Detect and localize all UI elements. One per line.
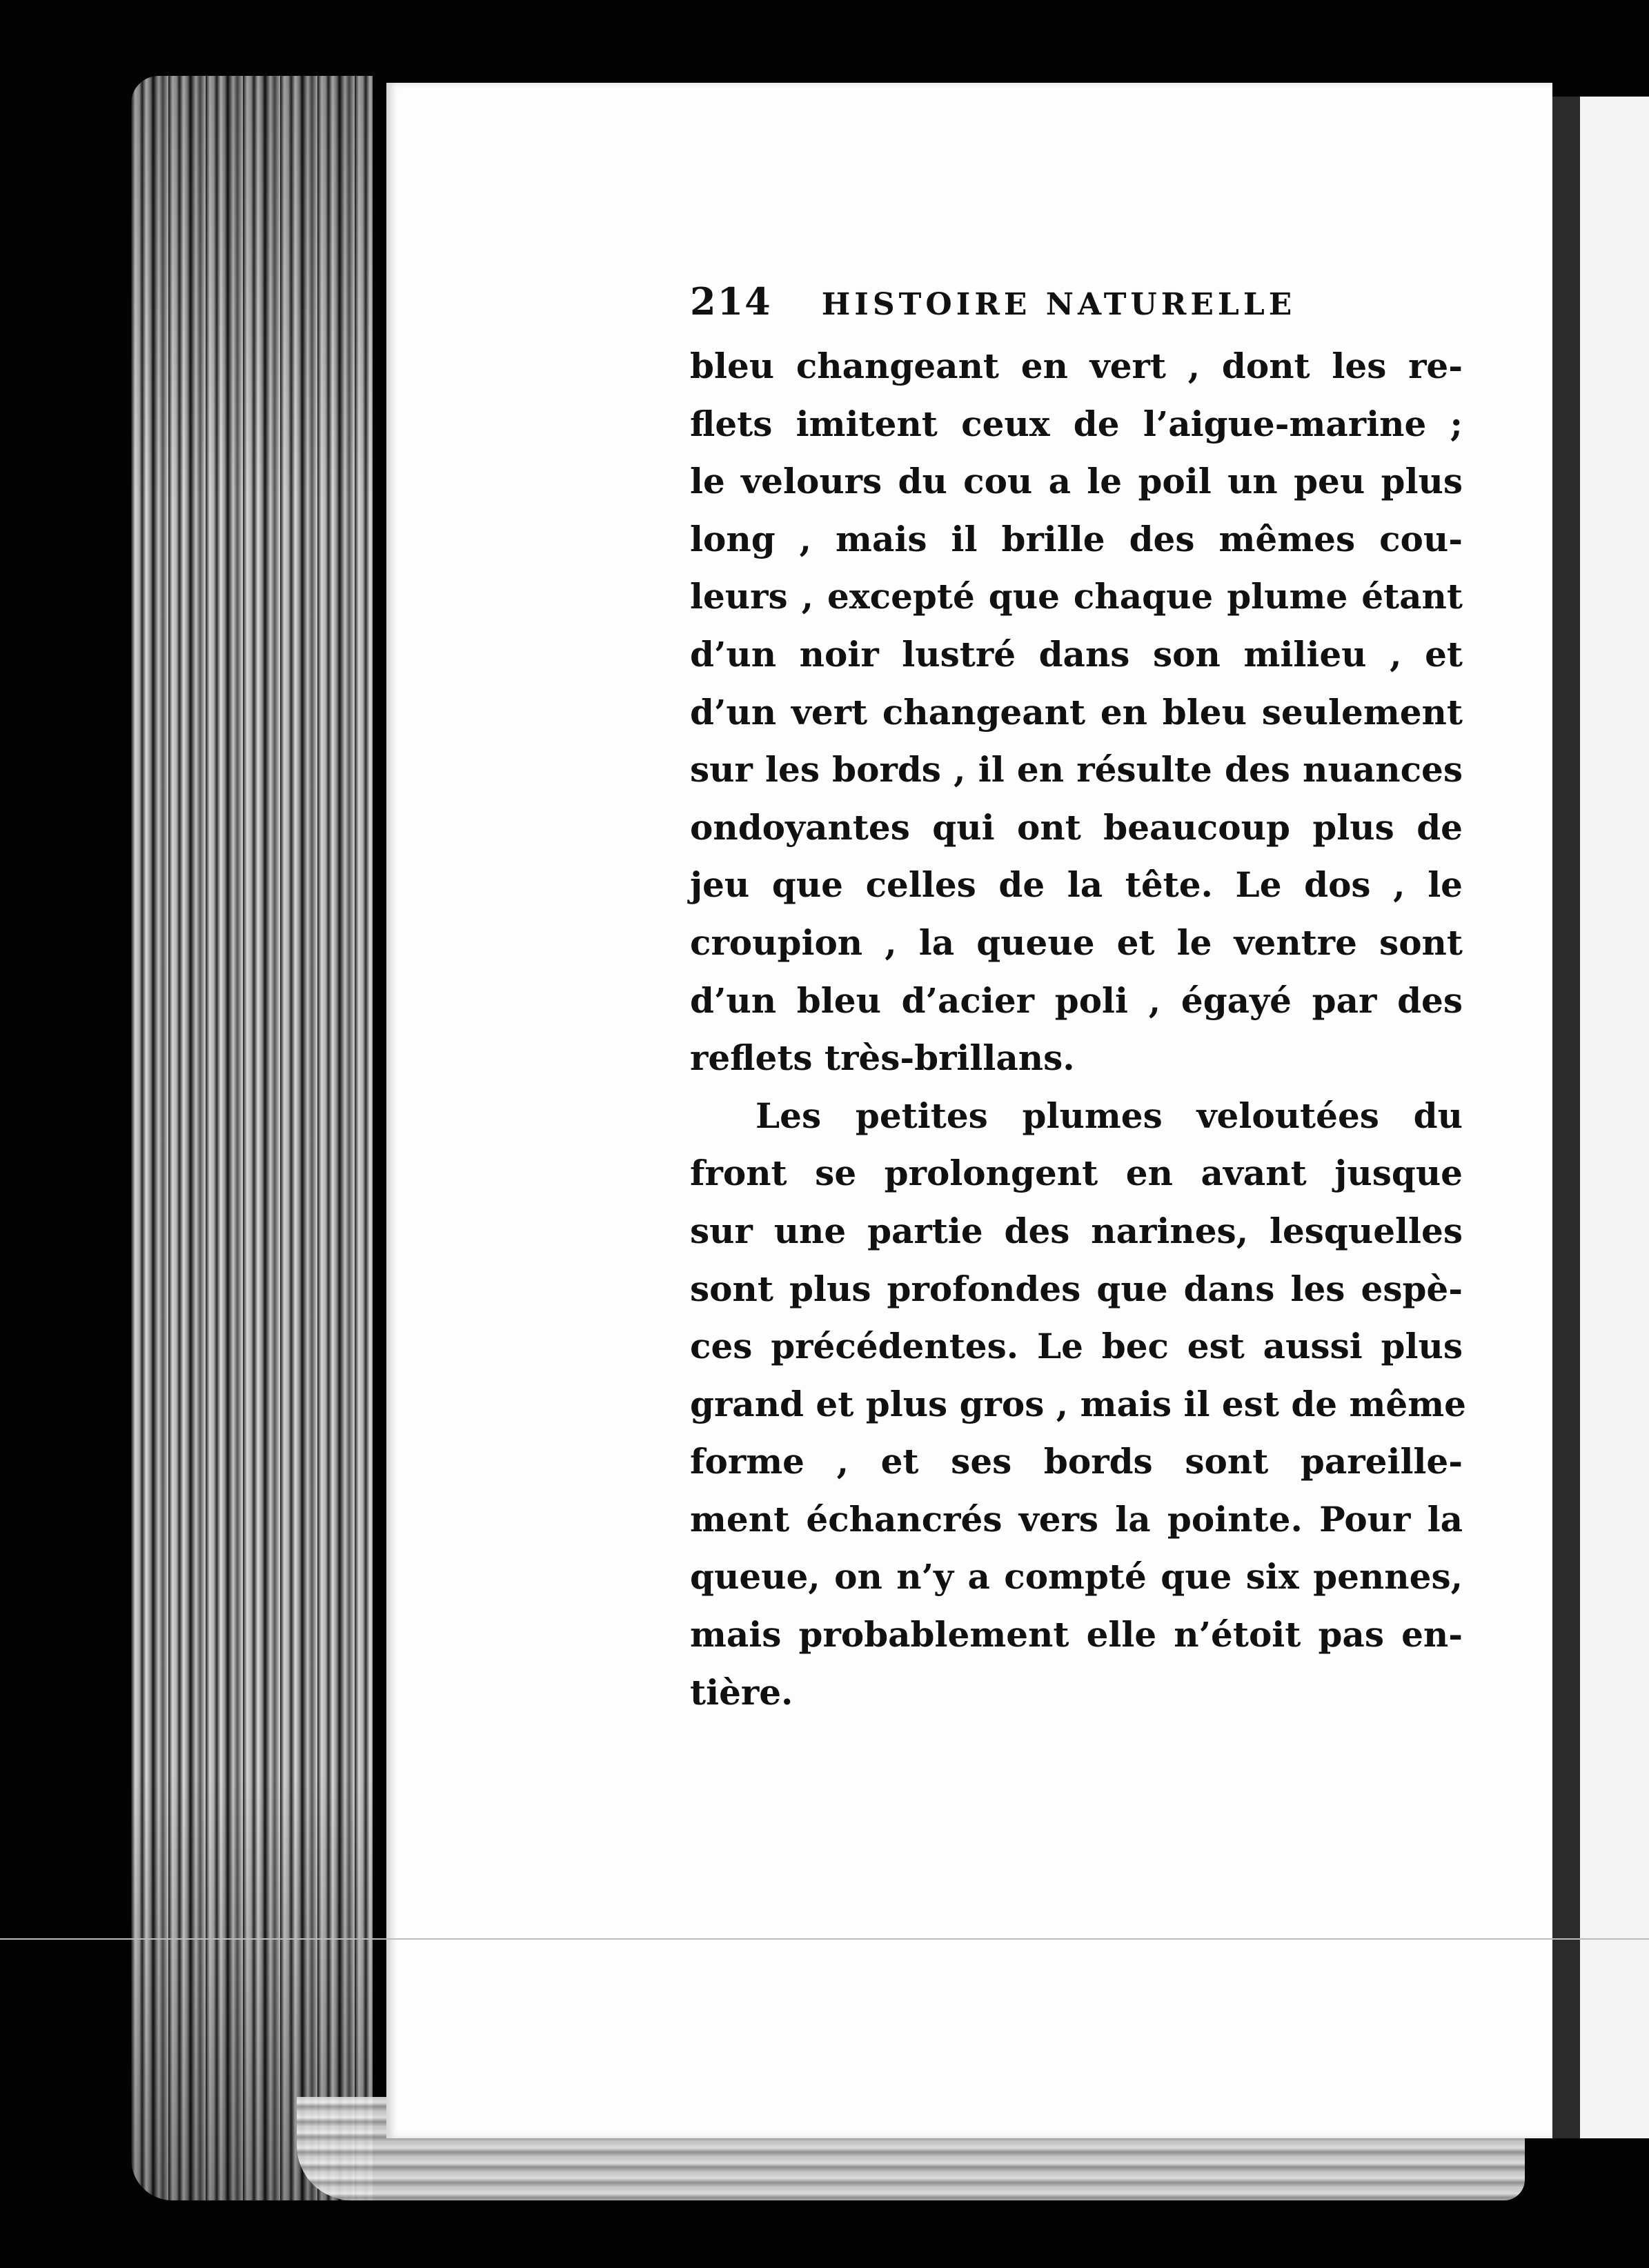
- page-text: [690, 279, 1466, 1721]
- text-line: long , mais il brille des mêmes cou-: [690, 518, 1463, 559]
- text-line: forme , et ses bords sont pareille-: [690, 1441, 1463, 1482]
- text-line: ondoyantes qui ont beaucoup plus de: [690, 806, 1463, 848]
- paragraph-2: [690, 1087, 1466, 1722]
- text-line: mais probablement elle n’étoit pas en-: [690, 1614, 1463, 1655]
- scan-artifact-line: [0, 1938, 1649, 1940]
- text-line: d’un bleu d’acier poli , égayé par des: [690, 979, 1463, 1021]
- book-gutter: [1552, 97, 1580, 2138]
- paragraph-1: [690, 337, 1463, 1087]
- text-line: d’un vert changeant en bleu seulement: [690, 691, 1463, 733]
- text-line: tière.: [690, 1671, 793, 1713]
- text-line: flets imitent ceux de l’aigue-marine ;: [690, 403, 1463, 444]
- text-line: bleu changeant en vert , dont les re-: [690, 346, 1463, 386]
- text-line: Les petites plumes veloutées du: [756, 1095, 1463, 1136]
- text-line: d’un noir lustré dans son milieu , et: [690, 633, 1463, 675]
- text-line: queue, on n’y a compté que six pennes,: [690, 1556, 1463, 1598]
- text-line: jeu que celles de la tête. Le dos , le: [690, 864, 1463, 906]
- text-line: le velours du cou a le poil un peu plus: [690, 461, 1463, 502]
- text-line: grand et plus gros , mais il est de même: [690, 1383, 1466, 1424]
- text-line: ment échancrés vers la pointe. Pour la: [690, 1498, 1463, 1540]
- text-line: front se prolongent en avant jusque: [690, 1153, 1463, 1194]
- text-line: sont plus profondes que dans les espè-: [690, 1268, 1463, 1309]
- running-head: [690, 279, 1463, 337]
- facing-page-edge: [1580, 97, 1649, 2138]
- text-line: sur une partie des narines, lesquelles: [690, 1210, 1463, 1251]
- running-title: HISTOIRE NATURELLE: [821, 287, 1296, 322]
- page-edges-shadow: [131, 76, 373, 2200]
- text-line: croupion , la queue et le ventre sont: [690, 922, 1463, 963]
- text-line: reflets très-brillans.: [690, 1037, 1075, 1079]
- page-number: 214: [690, 279, 772, 324]
- text-line: leurs , excepté que chaque plume étant: [690, 576, 1463, 617]
- text-line: ces précédentes. Le bec est aussi plus: [690, 1326, 1463, 1367]
- text-line: sur les bords , il en résulte des nuances: [690, 749, 1463, 790]
